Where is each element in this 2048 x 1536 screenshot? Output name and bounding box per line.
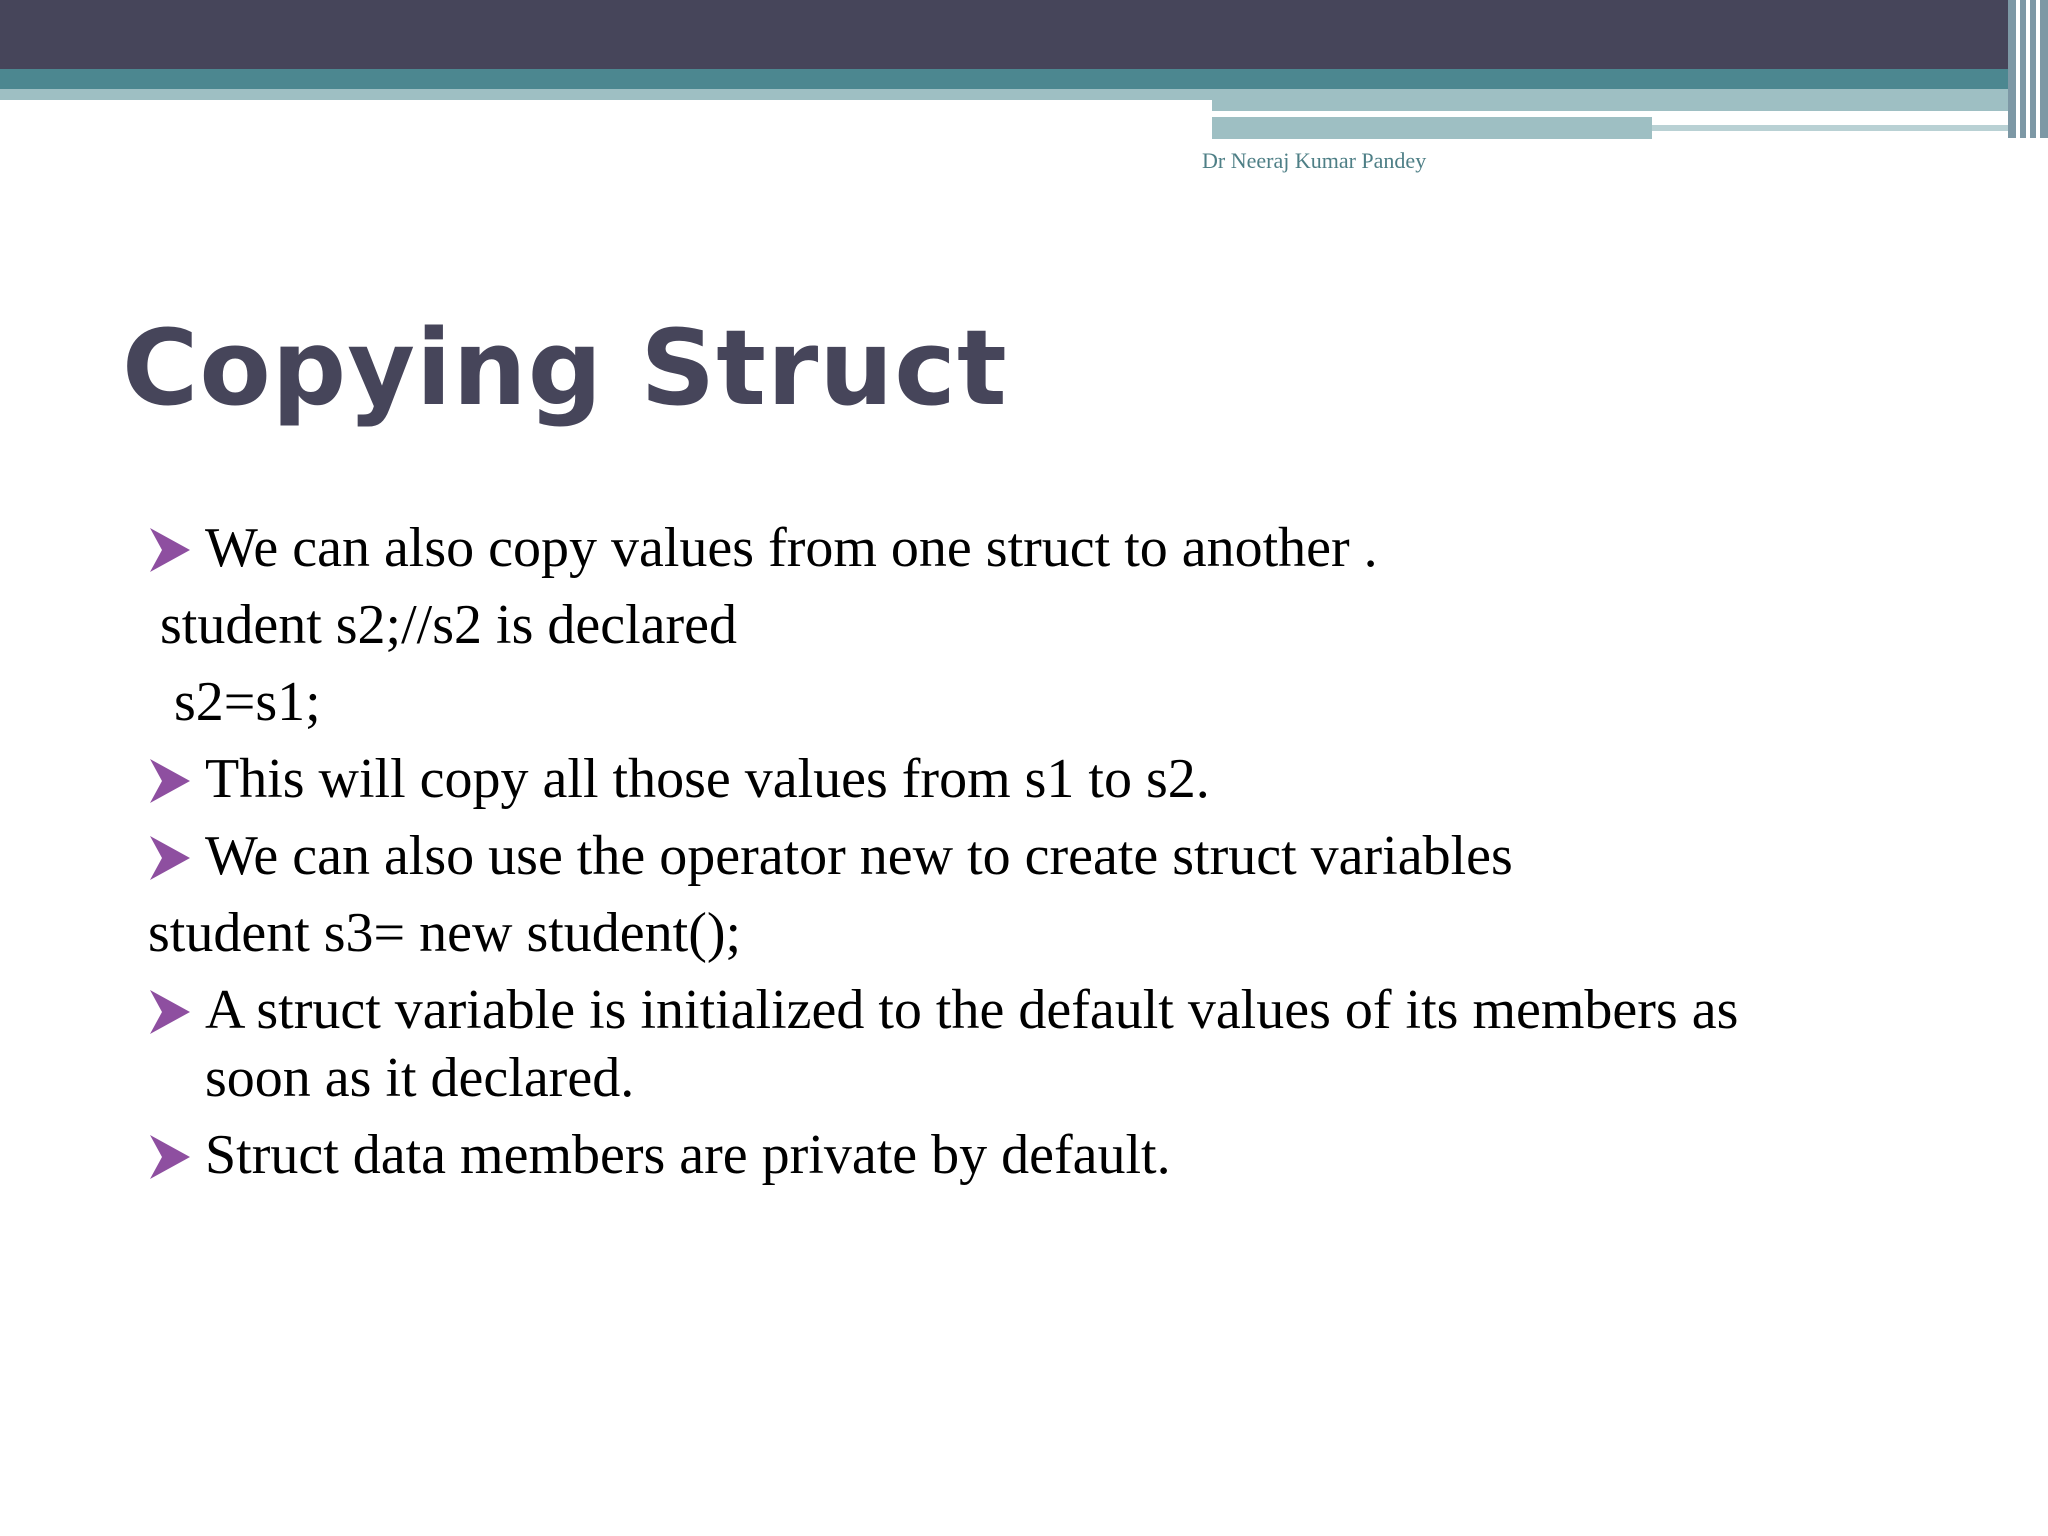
header-light-band-left <box>0 89 1212 100</box>
header-dark-band <box>0 0 2048 69</box>
bullet-arrow-icon <box>150 759 190 803</box>
bullet-text: A struct variable is initialized to the default values of its members as <box>205 979 1739 1041</box>
author-name: Dr Neeraj Kumar Pandey <box>1202 148 1427 173</box>
bullet-arrow-icon <box>150 1135 190 1179</box>
bullet-arrow-icon <box>150 836 190 880</box>
slide-title: Copying Struct <box>122 307 1008 429</box>
bullet-text: We can also use the operator new to create struct variables <box>205 825 1513 887</box>
bullet-text: Struct data members are private by default. <box>205 1124 1171 1186</box>
bullet-arrow-icon <box>150 528 190 572</box>
code-line: student s3= new student(); <box>148 902 742 964</box>
header-light-thin <box>1652 125 2008 131</box>
bullet-text-continuation: soon as it declared. <box>205 1047 635 1109</box>
header-light-step <box>1212 117 1652 139</box>
header-right-stripe <box>2026 0 2030 138</box>
header-teal-band <box>0 69 2048 89</box>
header-light-band-right <box>1212 89 2008 111</box>
bullet-arrow-icon <box>150 990 190 1034</box>
code-line: s2=s1; <box>174 671 321 733</box>
header-right-stripe <box>2036 0 2040 138</box>
bullet-text: We can also copy values from one struct to another . <box>205 517 1378 579</box>
code-line: student s2;//s2 is declared <box>160 594 738 656</box>
bullet-text: This will copy all those values from s1 to s2. <box>205 748 1210 810</box>
header-right-stripe <box>2016 0 2020 138</box>
